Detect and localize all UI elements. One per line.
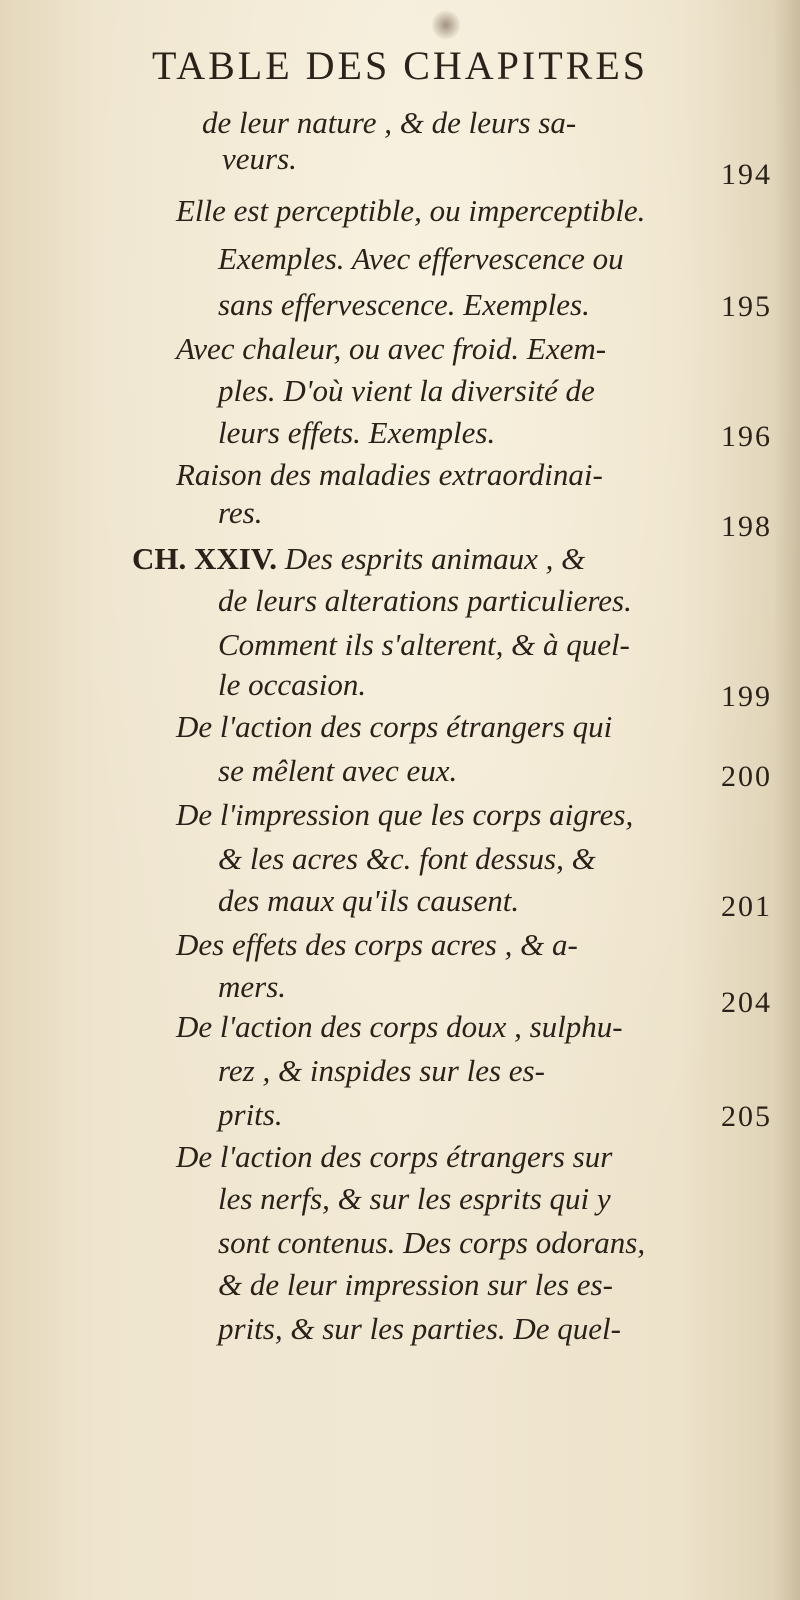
toc-line: Elle est perceptible, ou imperceptible. (176, 193, 646, 228)
page-number: 196 (721, 420, 772, 453)
toc-line: De l'action des corps doux , sulphu- (176, 1009, 623, 1044)
toc-line: des maux qu'ils causent. (218, 883, 520, 918)
page-number: 195 (721, 290, 772, 323)
toc-line: le occasion. (218, 667, 367, 702)
toc-line: Des esprits animaux , & (284, 541, 586, 576)
toc-line: les nerfs, & sur les esprits qui y (218, 1181, 611, 1216)
page-number: 205 (721, 1100, 772, 1133)
page-number: 200 (721, 760, 772, 793)
page-number: 199 (721, 680, 772, 713)
page-title: TABLE DES CHAPITRES (151, 43, 649, 88)
page-edge-shadow (774, 0, 800, 1600)
toc-line: ples. D'où vient la diversité de (218, 373, 595, 408)
toc-line: rez , & inspides sur les es- (218, 1053, 545, 1088)
toc-line: De l'action des corps étrangers qui (176, 709, 613, 744)
toc-line: veurs. (222, 141, 297, 176)
page-number: 201 (721, 890, 772, 923)
toc-line: se mêlent avec eux. (218, 753, 458, 788)
toc-line: sans effervescence. Exemples. (218, 287, 590, 322)
page-number: 204 (721, 986, 772, 1019)
toc-line: prits, & sur les parties. De quel- (218, 1311, 621, 1346)
toc-line: Raison des maladies extraordinai- (176, 457, 603, 492)
toc-line: de leur nature , & de leurs sa- (202, 105, 577, 140)
toc-line: Comment ils s'alterent, & à quel- (218, 627, 630, 662)
toc-line: & les acres &c. font dessus, & (218, 841, 596, 876)
page-number: 194 (721, 158, 772, 191)
toc-line: res. (218, 495, 263, 530)
toc-line: De l'impression que les corps aigres, (176, 797, 634, 832)
toc-line: prits. (218, 1097, 283, 1132)
toc-line: & de leur impression sur les es- (218, 1267, 613, 1302)
toc-line: Exemples. Avec effervescence ou (218, 241, 624, 276)
toc-line: Avec chaleur, ou avec froid. Exem- (176, 331, 607, 366)
page-number: 198 (721, 510, 772, 543)
toc-line: leurs effets. Exemples. (218, 415, 496, 450)
toc-line: Des effets des corps acres , & a- (176, 927, 578, 962)
chapter-label: CH. XXIV. (132, 541, 277, 576)
toc-line: De l'action des corps étrangers sur (176, 1139, 613, 1174)
chapter-entry (132, 540, 585, 578)
toc-line: de leurs alterations particulieres. (218, 583, 632, 618)
toc-line: mers. (218, 969, 287, 1004)
ink-blot (432, 10, 460, 40)
toc-line: sont contenus. Des corps odorans, (218, 1225, 646, 1260)
